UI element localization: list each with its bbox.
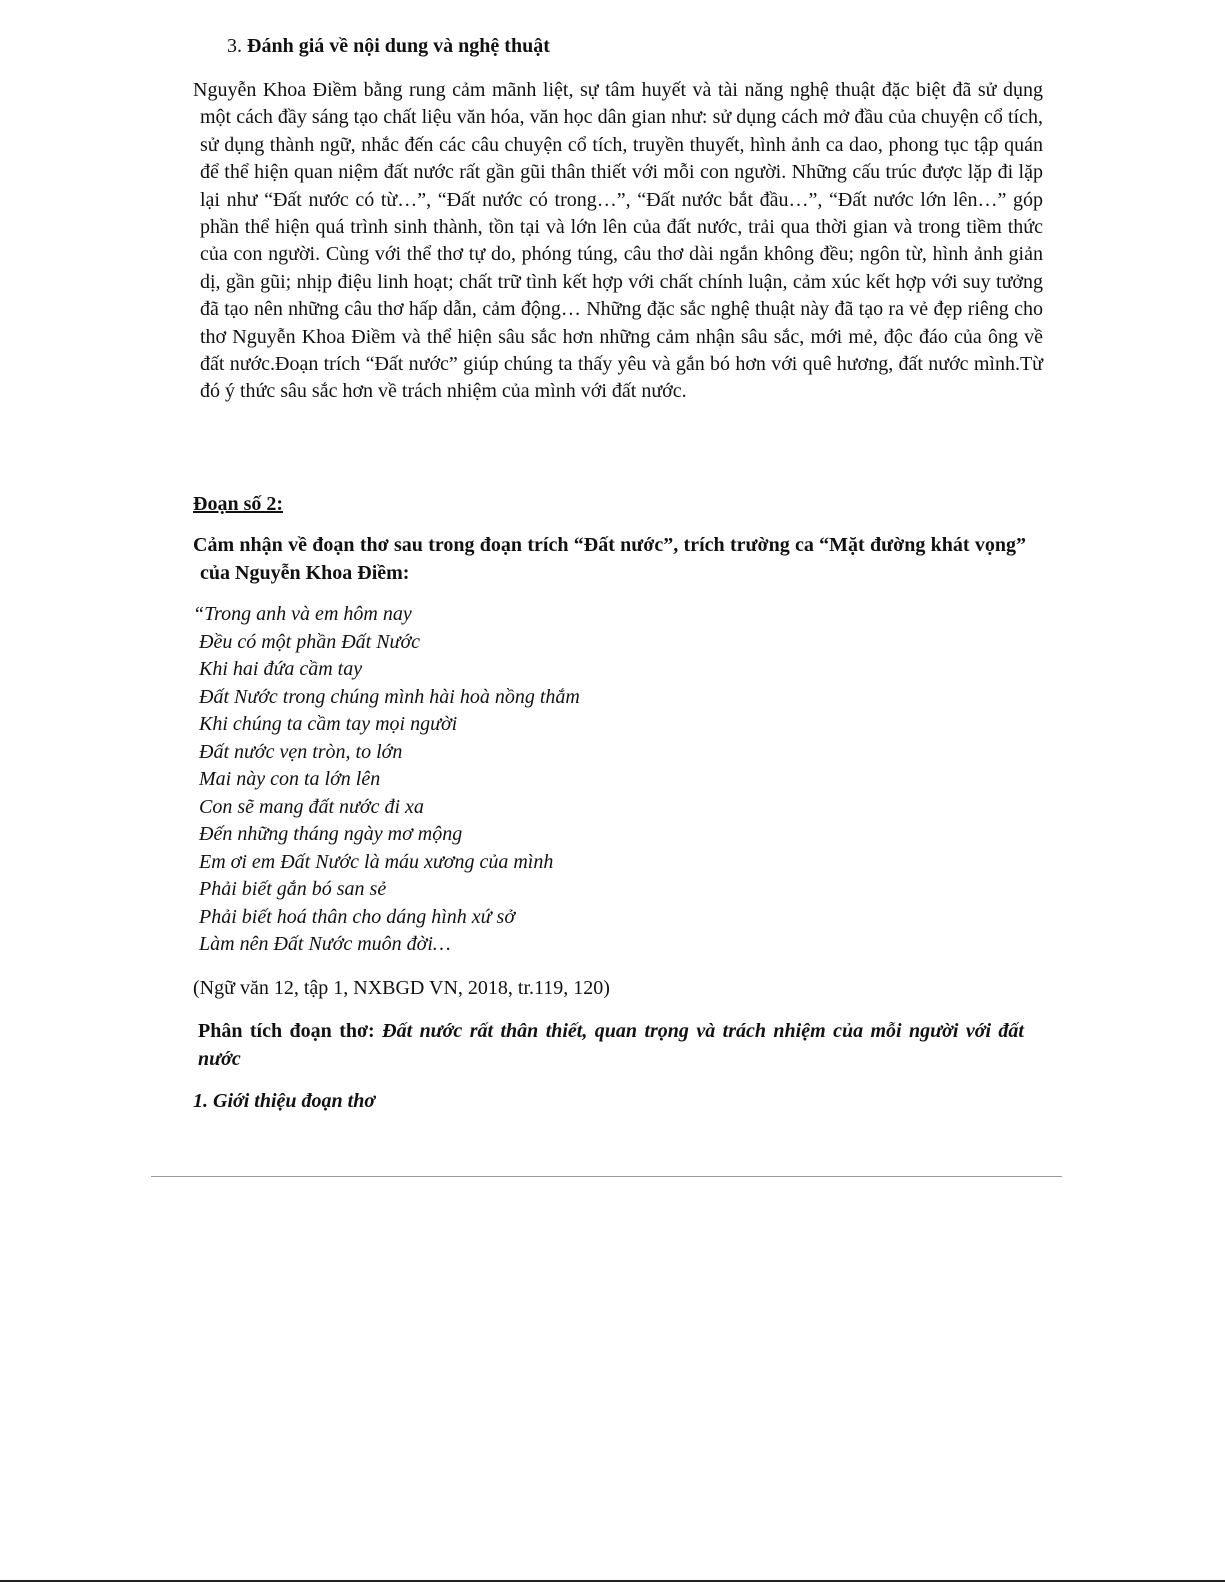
poem-line: Đất Nước trong chúng mình hài hoà nồng thắm: [199, 685, 580, 708]
body-paragraph: Nguyễn Khoa Điềm bằng rung cảm mãnh liệt, sự tâm huyết và tài năng nghệ thuật đặc biệt đã sử dụng một cách đầy sáng tạo chất liệu văn hóa, văn học dân gian như: sử dụng cách mở đầu của chuyện cổ tích, sử dụng thành ngữ, nhắc đến các câu chuyện cổ tích, truyền thuyết, hình ảnh ca dao, phong tục tập quán để thể hiện quan niệm đất nước rất gần gũi thân thiết với mỗi con người. Những cấu trúc được lặp đi lặp lại như “Đất nước có từ…”, “Đất nước có trong…”, “Đất nước bắt đầu…”, “Đất nước lớn lên…” góp phần thể hiện quá trình sinh thành, tồn tại và lớn lên của đất nước, trải qua thời gian và trong tiềm thức của con người. Cùng với thể thơ tự do, phóng túng, câu thơ dài ngắn không đều; ngôn từ, hình ảnh giản dị, gần gũi; nhịp điệu linh hoạt; chất trữ tình kết hợp với chất chính luận, cảm xúc kết hợp với suy tưởng đã tạo nên những câu thơ hấp dẫn, cảm động… Những đặc sắc nghệ thuật này đã tạo ra vẻ đẹp riêng cho thơ Nguyễn Khoa Điềm và thể hiện sâu sắc hơn những cảm nhận sâu sắc, mới mẻ, độc đáo của ông về đất nước.Đoạn trích “Đất nước” giúp chúng ta thấy yêu và gắn bó hơn với quê hương, đất nước mình.Từ đó ý thức sâu sắc hơn về trách nhiệm của mình với đất nước.: [193, 79, 1043, 403]
analysis-topic: Đất nước rất thân thiết, quan trọng và trách nhiệm của mỗi người với đất nước: [198, 1020, 1024, 1070]
poem-line: Phải biết gắn bó san sẻ: [199, 878, 387, 900]
doan-prompt: Cảm nhận về đoạn thơ sau trong đoạn trích “Đất nước”, trích trường ca “Mặt đường khát vọng” của Nguyễn Khoa Điềm:: [193, 534, 1026, 584]
doan-title: Đoạn số 2:: [193, 493, 284, 515]
poem-line: Đều có một phần Đất Nước: [199, 630, 420, 653]
bottom-rule: [0, 1580, 1225, 1582]
poem-line: Đất nước vẹn tròn, to lớn: [199, 740, 403, 763]
poem-line: Làm nên Đất Nước muôn đời…: [199, 933, 451, 955]
analysis-heading: [198, 1018, 1024, 1073]
poem-line: Đến những tháng ngày mơ mộng: [199, 823, 463, 845]
poem-line: Phải biết hoá thân cho dáng hình xứ sở: [199, 905, 515, 928]
poem-line: Em ơi em Đất Nước là máu xương của mình: [199, 850, 554, 873]
poem-line: Mai này con ta lớn lên: [199, 768, 381, 790]
poem: [193, 601, 580, 959]
poem-line: “Trong anh và em hôm nay: [193, 603, 412, 625]
intro-heading: 1. Giới thiệu đoạn thơ: [193, 1090, 376, 1112]
page-divider: [151, 1176, 1062, 1177]
citation: (Ngữ văn 12, tập 1, NXBGD VN, 2018, tr.119, 120): [193, 977, 610, 999]
poem-line: Khi hai đứa cầm tay: [199, 658, 363, 680]
poem-line: Con sẽ mang đất nước đi xa: [199, 795, 424, 818]
section-title: Đánh giá về nội dung và nghệ thuật: [247, 35, 550, 57]
section-heading: [227, 32, 550, 60]
poem-line: Khi chúng ta cầm tay mọi người: [199, 713, 458, 735]
section-number: 3.: [227, 35, 242, 57]
analysis-lead: Phân tích đoạn thơ:: [198, 1020, 383, 1042]
